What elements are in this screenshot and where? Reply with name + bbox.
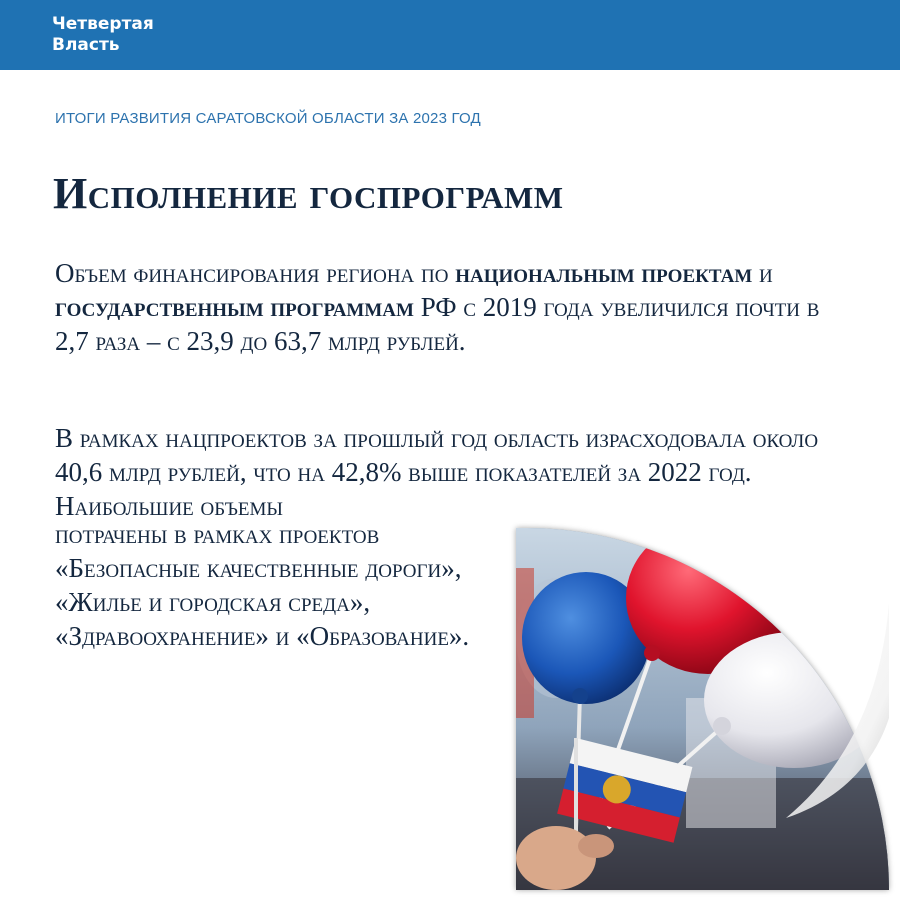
p1-text-2: и bbox=[752, 258, 773, 288]
paragraph-funding bbox=[55, 256, 845, 358]
balloons-photo bbox=[516, 528, 889, 890]
paragraph-spending: В рамках нацпроектов за прошлый год область израсходовала около 40,6 млрд рублей, что на 42,8% выше показателей за 2022 год. Наибольшие объемы bbox=[55, 423, 819, 521]
p1-bold-national-projects: национальным проектам bbox=[455, 258, 753, 288]
section-kicker: ИТОГИ РАЗВИТИЯ САРАТОВСКОЙ ОБЛАСТИ ЗА 2023 ГОД bbox=[55, 110, 481, 127]
paragraph-projects: потрачены в рамках проектов «Безопасные качественные дороги», «Жилье и городская среда», «Здравоохранение» и «Образование». bbox=[55, 519, 470, 651]
p1-text-3: РФ с 2019 года увеличился почти в 2,7 раза – с 23,9 до 63,7 млрд рублей. bbox=[55, 292, 820, 356]
page-title: Исполнение госпрограмм bbox=[53, 169, 564, 218]
logo-line-1: Четвертая bbox=[52, 14, 154, 34]
p1-bold-state-programs: государственным программам bbox=[55, 292, 414, 322]
p1-text-1: Объем финансирования региона по bbox=[55, 258, 456, 288]
logo-line-2: Власть bbox=[52, 35, 120, 55]
site-header bbox=[0, 0, 900, 70]
site-logo[interactable] bbox=[52, 14, 154, 56]
